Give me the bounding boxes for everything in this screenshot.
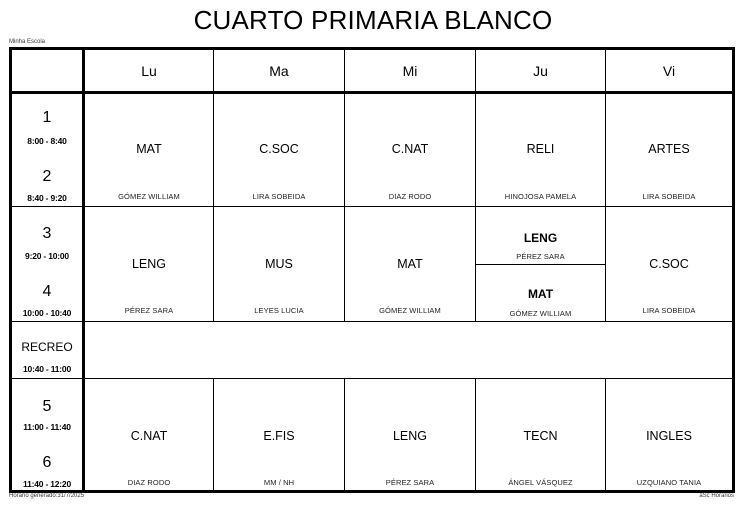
recreo-label: RECREO: [21, 340, 73, 354]
subject-label: C.SOC: [259, 142, 299, 156]
row-separator: [12, 378, 732, 379]
teacher-label: ÁNGEL VÁSQUEZ: [508, 477, 573, 487]
teacher-label: DIAZ RODO: [127, 477, 171, 487]
software-credit: aSc Horarios: [699, 493, 734, 499]
subject-label: MAT: [136, 142, 162, 156]
subject-label: RELI: [526, 142, 555, 156]
day-header-mi: Mi: [402, 62, 418, 79]
period-number: 4: [42, 283, 52, 300]
subject-label: LENG: [392, 429, 428, 443]
period-time: 8:00 - 8:40: [27, 136, 67, 146]
generated-date: Horario generado:31/7/2025: [9, 493, 85, 499]
subject-label: LENG: [523, 231, 558, 245]
subject-label: MAT: [527, 287, 554, 301]
teacher-label: GÓMEZ WILLIAM: [118, 191, 180, 201]
teacher-label: GÓMEZ WILLIAM: [509, 308, 572, 318]
period-number: 1: [42, 109, 52, 126]
subject-label: C.SOC: [649, 257, 689, 271]
split-separator: [475, 264, 605, 265]
period-number: 5: [42, 398, 52, 415]
header-separator: [12, 91, 732, 94]
day-header-ma: Ma: [269, 62, 289, 79]
day-header-vi: Vi: [662, 62, 676, 79]
page-title: CUARTO PRIMARIA BLANCO: [193, 5, 553, 35]
period-time: 8:40 - 9:20: [27, 193, 67, 203]
teacher-label: GÓMEZ WILLIAM: [379, 305, 441, 315]
row-separator: [12, 206, 732, 207]
subject-label: MAT: [397, 257, 423, 271]
teacher-label: PÉREZ SARA: [516, 251, 565, 261]
subject-label: LENG: [131, 257, 167, 271]
teacher-label: LIRA SOBEIDA: [642, 191, 696, 201]
teacher-label: PÉREZ SARA: [124, 305, 174, 315]
teacher-label: MM / NH: [263, 477, 295, 487]
subject-label: TECN: [523, 429, 558, 443]
teacher-label: LIRA SOBEIDA: [252, 191, 306, 201]
period-time: 11:40 - 12:20: [23, 479, 71, 489]
teacher-label: LEYES LUCIA: [254, 305, 304, 315]
subject-label: C.NAT: [130, 429, 168, 443]
teacher-label: PÉREZ SARA: [385, 477, 435, 487]
teacher-label: DIAZ RODO: [388, 191, 432, 201]
period-number: 6: [42, 454, 52, 471]
recreo-time: 10:40 - 11:00: [23, 364, 71, 374]
teacher-label: UZQUIANO TANIA: [636, 477, 702, 487]
teacher-label: LIRA SOBEIDA: [642, 305, 696, 315]
subject-label: E.FIS: [263, 429, 295, 443]
period-time: 11:00 - 11:40: [23, 422, 71, 432]
timetable-grid: [9, 47, 735, 493]
period-number: 3: [42, 225, 52, 242]
subject-label: ARTES: [648, 142, 690, 156]
period-time: 9:20 - 10:00: [25, 251, 69, 261]
day-header-ju: Ju: [533, 62, 548, 79]
subject-label: MUS: [265, 257, 293, 271]
period-number: 2: [42, 168, 52, 185]
school-name: Minha Escola: [9, 39, 46, 45]
period-time: 10:00 - 10:40: [22, 308, 72, 318]
subject-label: C.NAT: [391, 142, 429, 156]
teacher-label: HINOJOSA PAMELA: [504, 191, 577, 201]
row-separator: [12, 321, 732, 322]
subject-label: INGLES: [646, 429, 692, 443]
day-header-lu: Lu: [141, 62, 157, 79]
